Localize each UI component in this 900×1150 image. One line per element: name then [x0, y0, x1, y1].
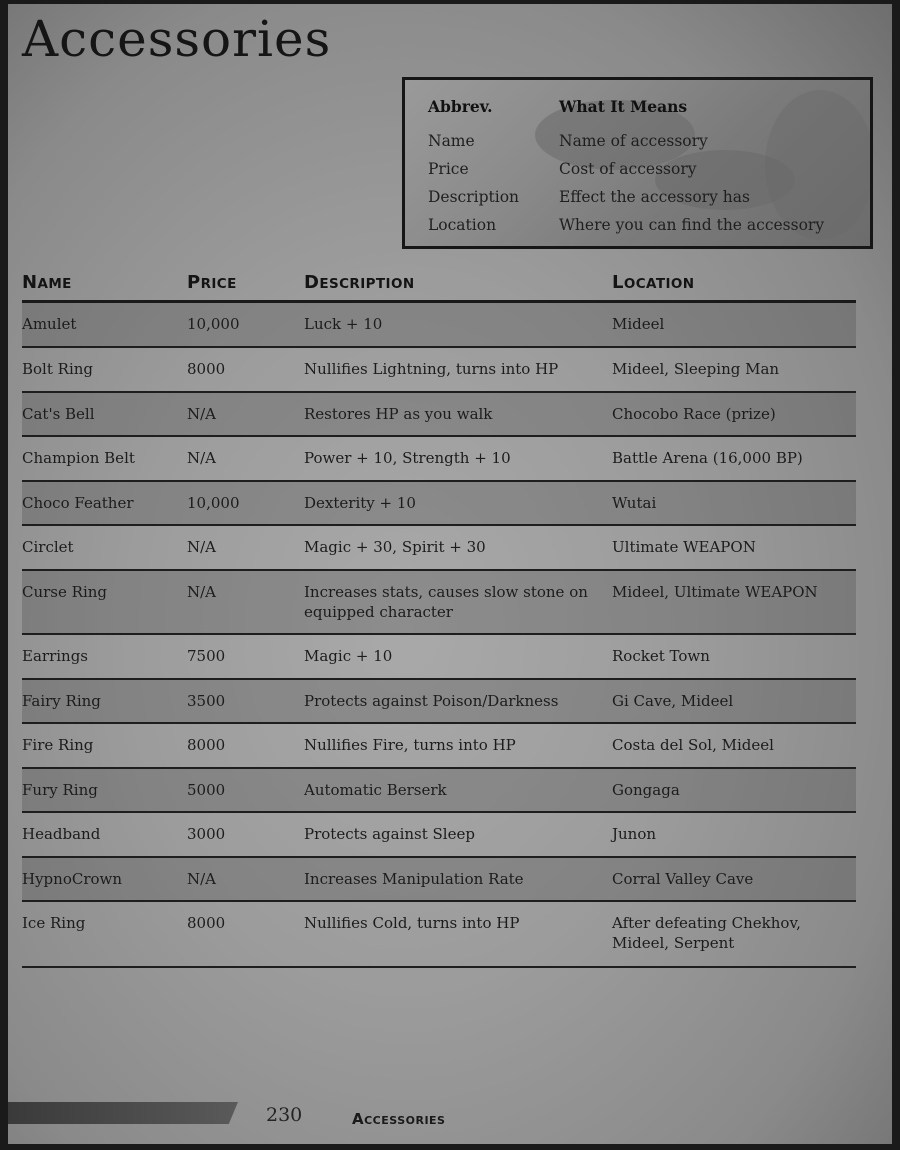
cell-description: Restores HP as you walk [304, 405, 493, 423]
cell-location: Costa del Sol, Mideel [612, 736, 774, 754]
cell-name: HypnoCrown [22, 870, 123, 888]
table-row [22, 858, 856, 902]
abbreviation-legend [402, 77, 873, 249]
cell-price: N/A [187, 870, 217, 888]
cell-name: Fire Ring [22, 736, 94, 754]
table-row [22, 680, 856, 724]
cell-location: Mideel [612, 315, 665, 333]
cell-location: Wutai [612, 494, 657, 512]
cell-location: Mideel, Sleeping Man [612, 360, 780, 378]
table-row [22, 303, 856, 348]
footer-accent-bar [8, 1102, 238, 1124]
table-row [22, 437, 856, 482]
table-row [22, 571, 856, 635]
legend-meaning: Where you can find the accessory [559, 216, 825, 234]
cell-location: Chocobo Race (prize) [612, 405, 776, 423]
page-title: Accessories [22, 10, 332, 68]
cell-name: Ice Ring [22, 914, 86, 932]
cell-name: Earrings [22, 647, 88, 665]
header-name [22, 272, 72, 293]
cell-price: N/A [187, 538, 217, 556]
cell-description: Nullifies Fire, turns into HP [304, 736, 516, 754]
table-row [22, 482, 856, 526]
cell-description: Dexterity + 10 [304, 494, 416, 512]
cell-name: Amulet [22, 315, 77, 333]
footer-section-label [352, 1110, 445, 1128]
table-header [22, 266, 856, 302]
cell-description: Protects against Poison/Darkness [304, 692, 559, 710]
cell-price: 10,000 [187, 494, 240, 512]
cell-price: 8000 [187, 736, 226, 754]
legend-meaning: Effect the accessory has [559, 188, 750, 206]
table-row [22, 813, 856, 858]
cell-price: N/A [187, 405, 217, 423]
cell-location: Junon [612, 825, 657, 843]
header-price-label: PRICE [187, 272, 237, 293]
table-row [22, 635, 856, 680]
page-number: 230 [266, 1104, 303, 1126]
legend-abbrev: Location [428, 216, 497, 234]
cell-location: Rocket Town [612, 647, 710, 665]
cell-price: 8000 [187, 914, 226, 932]
cell-location: Battle Arena (16,000 BP) [612, 449, 803, 467]
cell-name: Fairy Ring [22, 692, 101, 710]
footer-label-text: ACCESSORIES [352, 1110, 446, 1128]
legend-abbrev: Description [428, 188, 520, 206]
cell-description: Luck + 10 [304, 315, 383, 333]
legend-meaning: Cost of accessory [559, 160, 697, 178]
cell-description: Nullifies Lightning, turns into HP [304, 360, 559, 378]
table-row [22, 769, 856, 813]
cell-price: N/A [187, 583, 217, 601]
header-price [187, 272, 237, 293]
table-row [22, 526, 856, 571]
cell-location: Gi Cave, Mideel [612, 692, 734, 710]
cell-price: N/A [187, 449, 217, 467]
cell-description: Increases Manipulation Rate [304, 870, 524, 888]
cell-location: Ultimate WEAPON [612, 538, 756, 556]
cell-name: Headband [22, 825, 101, 843]
cell-name: Cat's Bell [22, 405, 95, 423]
cell-price: 7500 [187, 647, 226, 665]
cell-name: Choco Feather [22, 494, 134, 512]
cell-description: Power + 10, Strength + 10 [304, 449, 511, 467]
cell-price: 5000 [187, 781, 226, 799]
table-row [22, 348, 856, 393]
guide-page [8, 4, 892, 1144]
cell-name: Curse Ring [22, 583, 108, 601]
header-description-label: DESCRIPTION [304, 272, 415, 293]
header-description [304, 272, 415, 293]
cell-name: Champion Belt [22, 449, 135, 467]
cell-price: 8000 [187, 360, 226, 378]
cell-price: 10,000 [187, 315, 240, 333]
table-row [22, 393, 856, 437]
table-row [22, 902, 856, 968]
cell-description: Magic + 30, Spirit + 30 [304, 538, 486, 556]
cell-location: Corral Valley Cave [612, 870, 754, 888]
header-location [612, 272, 694, 293]
header-location-label: LOCATION [612, 272, 695, 293]
cell-description: Magic + 10 [304, 647, 393, 665]
cell-location: Mideel, Ultimate WEAPON [612, 583, 818, 601]
cell-description: Nullifies Cold, turns into HP [304, 914, 520, 932]
legend-header-abbrev: Abbrev. [428, 97, 493, 116]
cell-description: Protects against Sleep [304, 825, 475, 843]
cell-description: Increases stats, causes slow stone on equipped character [304, 583, 588, 621]
cell-name: Circlet [22, 538, 74, 556]
cell-price: 3000 [187, 825, 226, 843]
legend-abbrev: Name [428, 132, 475, 150]
legend-abbrev: Price [428, 160, 469, 178]
cell-name: Fury Ring [22, 781, 98, 799]
cell-description: Automatic Berserk [304, 781, 447, 799]
legend-header-meaning: What It Means [559, 97, 688, 116]
cell-location: Gongaga [612, 781, 680, 799]
table-row [22, 724, 856, 769]
cell-price: 3500 [187, 692, 226, 710]
header-name-label: NAME [22, 272, 72, 293]
cell-location: After defeating Chekhov, Mideel, Serpent [612, 914, 801, 952]
legend-meaning: Name of accessory [559, 132, 708, 150]
cell-name: Bolt Ring [22, 360, 94, 378]
